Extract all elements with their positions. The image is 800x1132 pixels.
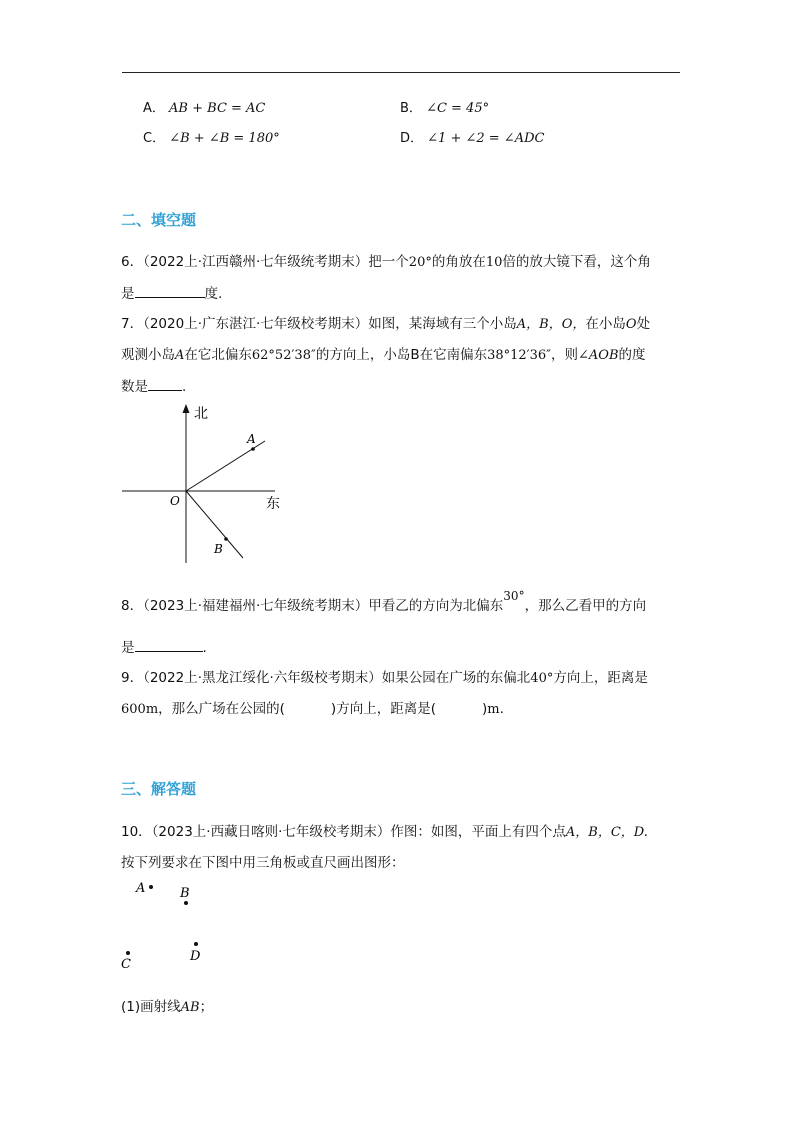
question-8-text: 甲看乙的方向为北偏东: [368, 598, 504, 614]
question-6-line-1: [121, 252, 651, 273]
question-7-aob: ∠AOB: [578, 348, 619, 363]
choice-a-expr: AB + BC = AC: [169, 101, 266, 116]
question-9-text: ): [481, 701, 488, 717]
question-8-source: （2023上·福建福州·七年级统考期末）: [143, 598, 369, 614]
choice-c: [143, 130, 280, 148]
figure-compass-diagram: [110, 398, 300, 568]
question-10-text: 作图：如图，平面上有四个点: [390, 824, 566, 840]
question-9-unit: m: [487, 702, 500, 717]
question-8-angle: 30°: [503, 589, 525, 603]
label-a: A: [247, 432, 256, 446]
point-b-label: B: [180, 886, 190, 901]
choice-d-label: D．: [400, 131, 424, 146]
question-6-text: 的角放在: [431, 254, 486, 270]
choice-a-label: A．: [143, 101, 165, 116]
figure-four-points: [112, 876, 222, 976]
header-rule: [122, 72, 680, 73]
question-10-source: （2023上·西藏日喀则·七年级校考期末）: [151, 824, 391, 840]
section-heading-fill-in: 二、填空题: [121, 211, 197, 229]
question-8-number: 8．: [121, 598, 144, 614]
choice-b-label: B．: [400, 101, 422, 116]
point-c-label: C: [121, 957, 131, 972]
question-6-number: 6．: [121, 254, 144, 270]
question-9-text: 方向上，距离是: [553, 670, 648, 686]
question-7-text: 的度: [618, 347, 646, 363]
point-a-dot: [251, 447, 255, 451]
question-9-angle: 40°: [530, 671, 554, 686]
question-7-angle-1: 62°52′38″: [251, 348, 316, 363]
answer-blank[interactable]: [135, 283, 205, 298]
answer-blank[interactable]: [135, 637, 203, 652]
question-7-text: 的方向上，小岛B在它南偏东: [315, 347, 488, 363]
question-6-text: 把一个: [368, 254, 409, 270]
question-9-text: ，那么广场在公园的(: [158, 701, 285, 717]
question-9-number: 9．: [121, 670, 144, 686]
question-8-line-2: [121, 637, 207, 658]
question-7-angle-2: 38°12′36″: [487, 348, 552, 363]
point-a-dot: [149, 885, 153, 889]
question-10-sub-1-text: (1)画射线: [121, 999, 181, 1015]
point-a-label: A: [136, 881, 146, 896]
answer-blank[interactable]: [148, 376, 182, 391]
question-7-text: 在小岛: [585, 316, 626, 332]
question-6-source: （2022上·江西赣州·七年级统考期末）: [143, 254, 369, 270]
question-6-times: 10: [485, 255, 503, 270]
east-label: 东: [266, 496, 280, 512]
question-7-text: ，则: [551, 347, 579, 363]
choice-d: [400, 130, 544, 148]
question-7-text: 观测小岛: [121, 347, 175, 363]
point-d-label: D: [190, 949, 201, 964]
point-c-dot: [126, 951, 130, 955]
question-6-angle: 20°: [408, 255, 432, 270]
question-6-line-2: [121, 283, 222, 304]
section-heading-solutions: 三、解答题: [121, 780, 197, 798]
question-9-line-1: [121, 668, 648, 689]
question-7-text: 处: [636, 316, 651, 332]
label-b: B: [214, 542, 223, 556]
question-6-text: 度.: [204, 286, 223, 302]
question-7-text: 数是: [121, 379, 148, 395]
question-8-text: .: [202, 640, 207, 656]
question-6-text: 倍的放大镜下看，这个角: [502, 254, 651, 270]
question-10-line-2: 按下列要求在下图中用三角板或直尺画出图形：: [121, 855, 405, 871]
question-9-source: （2022上·黑龙江绥化·六年级校考期末）: [143, 670, 382, 686]
question-10-points: A，B，C，D.: [565, 825, 648, 840]
question-9-line-2: [121, 699, 504, 720]
question-7-islands: A，B，O，: [516, 317, 586, 332]
point-b-dot: [224, 537, 228, 541]
choice-c-expr: ∠B + ∠B = 180°: [169, 131, 280, 146]
question-9-distance: 600m: [121, 702, 159, 717]
question-7-o: O: [625, 317, 637, 332]
question-7-text: 如图，某海域有三个小岛: [368, 316, 517, 332]
north-arrow-icon: [183, 404, 190, 413]
question-8-text: 是: [121, 640, 135, 656]
question-6-text: 是: [121, 286, 135, 302]
question-10-sub-1: [121, 997, 213, 1018]
question-8-text: ，那么乙看甲的方向: [524, 598, 647, 614]
choice-d-expr: ∠1 + ∠2 = ∠ADC: [427, 131, 545, 146]
question-9-text: )方向上，距离是(: [330, 701, 436, 717]
question-10-ray-ab: AB: [180, 1000, 200, 1015]
question-7-a: A: [175, 348, 185, 363]
question-10-number: 10．: [121, 824, 152, 840]
question-7-source: （2020上·广东湛江·七年级校考期末）: [143, 316, 369, 332]
question-7-text: .: [182, 379, 187, 395]
point-d-dot: [194, 942, 198, 946]
label-o: O: [170, 494, 180, 508]
choice-b: [400, 100, 489, 118]
question-7-line-1: [121, 314, 650, 335]
choice-b-expr: ∠C = 45°: [426, 101, 490, 116]
question-8-line-1: [121, 589, 647, 616]
question-10-line-1: [121, 822, 648, 843]
question-7-number: 7．: [121, 316, 144, 332]
question-7-line-2: [121, 345, 646, 366]
question-7-text: 在它北偏东: [184, 347, 252, 363]
question-7-line-3: [121, 376, 186, 397]
question-9-text: .: [499, 701, 504, 717]
choice-c-label: C．: [143, 131, 166, 146]
question-10-sub-1-text: ；: [199, 999, 214, 1015]
choice-a: [143, 100, 265, 118]
point-b-dot: [184, 901, 188, 905]
question-9-text: 如果公园在广场的东偏北: [381, 670, 531, 686]
north-label: 北: [194, 406, 208, 422]
